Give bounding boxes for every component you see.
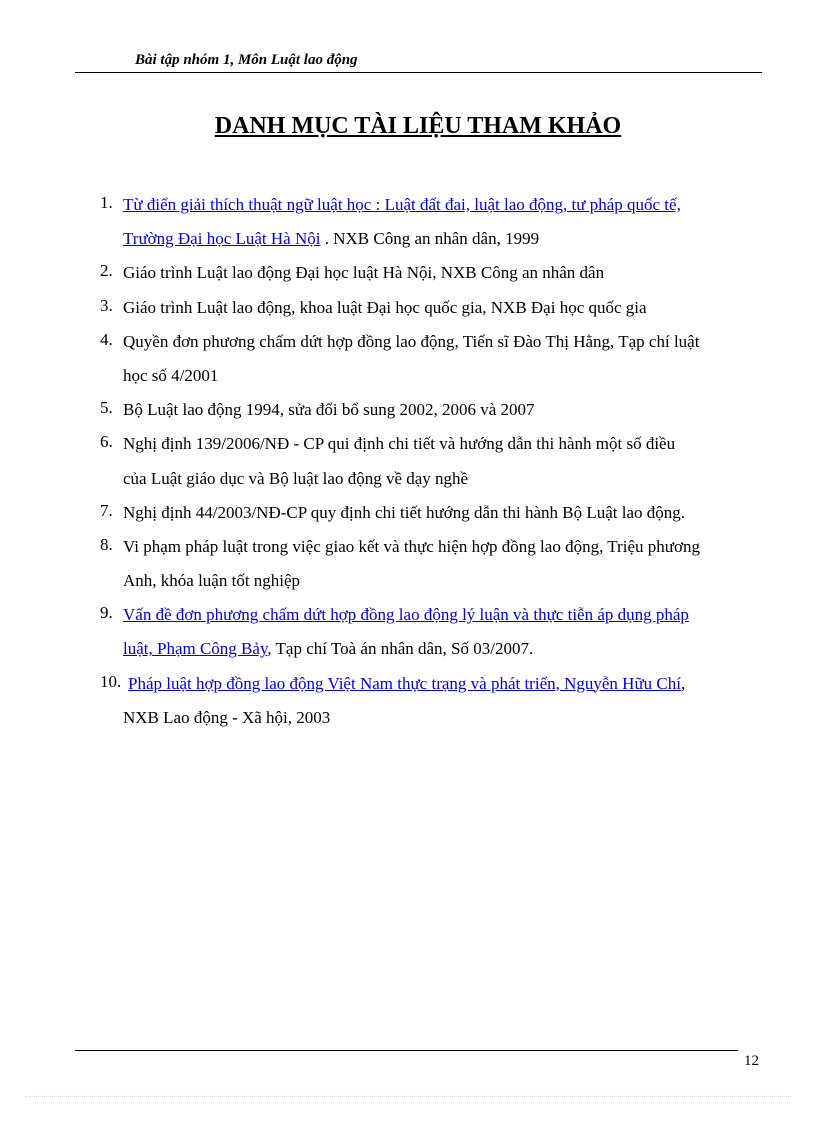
reference-text: Quyền đơn phương chấm dứt hợp đồng lao động, Tiến sĩ Đào Thị Hằng, Tạp chí luật: [123, 331, 700, 351]
reference-link[interactable]: Pháp luật hợp đồng lao động Việt Nam thực trạng và phát triển, Nguyễn Hữu Chí: [128, 673, 681, 693]
reference-line: [100, 330, 780, 364]
reference-line: [100, 296, 780, 330]
reference-text: Bộ Luật lao động 1994, sửa đổi bổ sung 2002, 2006 và 2007: [123, 400, 535, 420]
reference-line: [100, 398, 780, 432]
reference-text: . NXB Công an nhân dân, 1999: [320, 229, 540, 249]
reference-item: [100, 672, 780, 740]
reference-item: [100, 501, 780, 535]
reference-number: 8.: [100, 534, 113, 554]
reference-text: NXB Lao động - Xã hội, 2003: [123, 707, 331, 727]
reference-text: Giáo trình Luật lao động, khoa luật Đại học quốc gia, NXB Đại học quốc gia: [123, 297, 647, 317]
header-rule: [75, 72, 762, 73]
reference-item: [100, 330, 780, 398]
reference-number: 2.: [100, 261, 113, 281]
reference-item: [100, 261, 780, 295]
reference-link[interactable]: Từ điển giải thích thuật ngữ luật học : Luật đất đai, luật lao động, tư pháp quốc tế,: [123, 195, 681, 214]
reference-number: 10.: [100, 671, 122, 691]
running-header: Bài tập nhóm 1, Môn Luật lao động: [135, 52, 358, 68]
reference-line: [100, 603, 780, 637]
reference-line: [100, 672, 780, 706]
page-title: DANH MỤC TÀI LIỆU THAM KHẢO: [214, 113, 622, 139]
reference-line: [100, 637, 780, 671]
reference-link[interactable]: luật, Phạm Công Bảy: [123, 639, 268, 659]
reference-number: 9.: [100, 603, 113, 623]
reference-item: [100, 193, 780, 261]
reference-text: học số 4/2001: [123, 365, 219, 385]
reference-item: [100, 432, 780, 500]
reference-text: Giáo trình Luật lao động Đại học luật Hà Nội, NXB Công an nhân dân: [123, 263, 605, 283]
reference-text: , Tạp chí Toà án nhân dân, Số 03/2007.: [267, 639, 534, 659]
page-number: 12: [744, 1053, 759, 1069]
reference-line: [100, 535, 780, 569]
reference-text: Nghị định 44/2003/NĐ-CP quy định chi tiết hướng dẫn thi hành Bộ Luật lao động.: [123, 502, 686, 522]
footer-rule: [75, 1050, 738, 1051]
reference-item: [100, 398, 780, 432]
reference-item: [100, 603, 780, 671]
reference-text: Nghị định 139/2006/NĐ - CP qui định chi tiết và hướng dẫn thi hành một số điều: [123, 434, 676, 454]
reference-number: 3.: [100, 295, 113, 315]
reference-line: [100, 364, 780, 398]
reference-link[interactable]: Vấn đề đơn phương chấm dứt hợp đồng lao động lý luận và thực tiễn áp dụng pháp: [123, 605, 689, 625]
reference-list: [100, 193, 780, 740]
page-boundary: [25, 1096, 791, 1097]
reference-line: [100, 432, 780, 466]
reference-number: 4.: [100, 329, 113, 349]
reference-line: [100, 227, 780, 261]
reference-number: 1.: [100, 193, 113, 212]
reference-text: Vi phạm pháp luật trong việc giao kết và thực hiện hợp đồng lao động, Triệu phương: [123, 536, 700, 556]
reference-item: [100, 296, 780, 330]
reference-item: [100, 535, 780, 603]
reference-text: của Luật giáo dục và Bộ luật lao động về dạy nghề: [123, 468, 469, 488]
reference-number: 6.: [100, 432, 113, 452]
reference-line: [100, 193, 780, 227]
reference-text: ,: [681, 673, 686, 693]
reference-text: Anh, khóa luận tốt nghiệp: [123, 571, 301, 591]
reference-number: 7.: [100, 500, 113, 520]
reference-line: [100, 569, 780, 603]
reference-number: 5.: [100, 398, 113, 418]
reference-line: [100, 467, 780, 501]
reference-line: [100, 501, 780, 535]
reference-link[interactable]: Trường Đại học Luật Hà Nội: [123, 229, 321, 249]
reference-line: [100, 261, 780, 295]
reference-line: [95, 706, 780, 740]
